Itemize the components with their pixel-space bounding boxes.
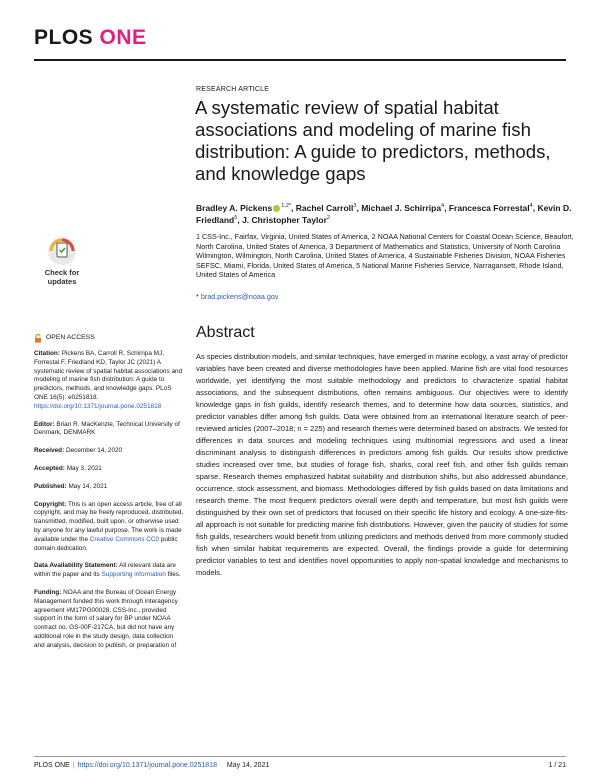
accepted-block (34, 465, 184, 474)
editor-text: Brian R. MacKenzie, Technical University of Denmark, DENMARK (34, 420, 180, 437)
editor-label: Editor: (34, 420, 55, 428)
article-metadata-sidebar (34, 334, 184, 660)
accepted-date: May 3, 2021 (66, 464, 102, 472)
footer-divider (34, 756, 566, 757)
check-for-updates-icon (36, 236, 88, 268)
copyright-text-end: public domain dedication. (34, 535, 178, 552)
orcid-icon[interactable] (273, 205, 280, 212)
page-number: 1 / 21 (548, 762, 566, 769)
author-name[interactable]: Rachel Carroll (295, 203, 354, 213)
abstract-body: As species distribution models, and similar techniques, have emerged in marine ecology, a vast array of predictor variables have been created and diverse methodologies have been applied. Marine fish are vital food resources worldwide, yet identifying the most suitable methodology and predictors to characterize spatial habitat associations, and the subsequent distributions, often remains ambiguous. Our objectives were to identify knowledge gaps in fish guilds, identify research themes, and to determine how data sources, statistics, and predictor variables differ among fish guilds. Data were obtained from an international literature search of peer-reviewed articles (2007–2018; n = 225) and research themes were determined based on abstracts. We tested for differences in data sources and modeling techniques using multinomial regressions and used a linear discriminant analysis to distinguish differences in predictors among fish guilds. Our results show predictive studies increased over time, but studies of forage fish, sharks, coral reef fish, and other fish guilds remain sparse. Research themes emphasized habitat suitability and distribution shifts, but also addressed abundance, occurrence, stock assessment, and biomass. Methodologies differed by fish guilds based on data limitations and research theme. The most frequent predictors overall were depth and temperature, but most fish guilds were distinguished by their own set of predictors that focused on their specific life history and ecology. A one-size-fits-all approach is not suitable for predicting marine fish distributions. However, given the paucity of studies for some fish guilds, researchers would benefit from utilizing predictors and methods derived from more commonly studied fish when similar habitat requirements are expected. Overall, the findings provide a guide for determining predictor variables to test and identifies novel opportunities to apply non-spatial knowledge and mechanisms to models. (196, 352, 568, 578)
header-divider (34, 59, 566, 61)
corresponding-email-link[interactable]: brad.pickens@noaa.gov (200, 292, 279, 301)
author-affiliation-marker: 1,2* (281, 203, 292, 210)
author-affiliation-marker: 2 (326, 215, 330, 222)
open-lock-icon (34, 334, 42, 343)
corresponding-author (196, 292, 278, 301)
author-name[interactable]: Bradley A. Pickens (196, 203, 273, 213)
received-block (34, 447, 184, 456)
data-availability-text-end: files. (167, 571, 181, 579)
article-type: RESEARCH ARTICLE (196, 86, 270, 93)
data-availability-block (34, 562, 184, 580)
citation-label: Citation: (34, 350, 60, 357)
footer-journal: PLOS ONE (34, 762, 70, 769)
copyright-label: Copyright: (34, 500, 67, 508)
author-name[interactable]: Michael J. Schirripa (361, 203, 442, 213)
citation-doi-link[interactable]: https://doi.org/10.1371/journal.pone.0251818 (34, 402, 162, 410)
article-title: A systematic review of spatial habitat associations and modeling of marine fish distribution: A guide to predictors, methods, and knowledge gaps (195, 97, 551, 184)
page-footer (34, 762, 269, 769)
check-for-updates-badge[interactable] (36, 236, 88, 294)
author-name[interactable]: J. Christopher Taylor (242, 215, 327, 225)
author-list: Bradley A. Pickens $^{1,2*}$, Rachel Carroll$^3$, Michael J. Schirripa$^4$, Francesca Forrestal$^4$, Kevin D. Friedland$^5$, J. Christopher Taylor$^2$ (196, 203, 572, 225)
funding-block (34, 589, 184, 651)
creative-commons-link[interactable]: Creative Commons CC0 (89, 535, 160, 543)
received-label: Received: (34, 447, 65, 455)
author-affiliation-marker: 3 (353, 203, 357, 210)
author-affiliation-marker: 4 (441, 203, 445, 210)
footer-date: May 14, 2021 (226, 762, 270, 769)
published-label: Published: (34, 482, 67, 490)
footer-separator: | (72, 762, 75, 769)
citation-text: Pickens BA, Carroll R, Schirripa MJ, Forrestal F, Friedland KD, Taylor JC (2021) A systematic review of spatial habitat associations and modeling of marine fish distribution: A guide to predictors, methods, and knowledge gaps. PLoS ONE 16(5): e0251818. (34, 350, 183, 401)
editor-block (34, 421, 184, 439)
journal-logo[interactable] (34, 26, 147, 50)
data-availability-label: Data Availability Statement: (34, 562, 118, 570)
author-affiliation-marker: 4 (529, 203, 533, 210)
copyright-text: This is an open access article, free of all copyright, and may be freely reproduced, distributed, transmitted, modified, built upon, or otherwise used by anyone for any lawful purpose. The work is made available under the (34, 500, 184, 543)
check-for-updates-label: Check for updates (44, 268, 80, 286)
published-block (34, 483, 184, 492)
abstract-heading: Abstract (196, 324, 255, 341)
funding-label: Funding: (34, 588, 62, 596)
copyright-block (34, 501, 184, 554)
footer-doi-link[interactable]: https://doi.org/10.1371/journal.pone.0251818 (77, 762, 217, 769)
journal-logo-one: ONE (99, 26, 147, 49)
author-name[interactable]: Francesca Forrestal (448, 203, 530, 213)
open-access-badge (34, 334, 184, 343)
journal-logo-plos: PLOS (34, 26, 94, 49)
funding-text: NOAA and the Bureau of Ocean Energy Management funded this work through interagency agreement #M17PG00028. CSS-Inc., provided support in the form of salary for BP under NOAA contract no. GS-00F-217CA, but did not have any additional role in the study design, data collection and analysis, decision to publish, or preparation of (34, 588, 178, 649)
open-access-label: OPEN ACCESS (46, 334, 95, 342)
citation-block (34, 350, 184, 412)
author-name[interactable]: Kevin D. Friedland (196, 203, 572, 225)
published-date: May 14, 2021 (68, 482, 108, 490)
author-affiliation-marker: 5 (234, 215, 238, 222)
accepted-label: Accepted: (34, 464, 65, 472)
corresponding-marker: * (196, 292, 199, 301)
data-availability-text: All relevant data are within the paper and its (34, 562, 176, 579)
supporting-information-link[interactable]: Supporting information (101, 571, 166, 579)
affiliations: 1 CSS-Inc., Fairfax, Virginia, United States of America, 2 NOAA National Centers for Coastal Ocean Science, Beaufort, North Carolina, United States of America, 3 Department of Mathematics and Statistics, University of North Carolina Wilmington, Wilmington, North Carolina, United States of America, 4 Sustainable Fisheries Division, NOAA Fisheries SEFSC, Miami, Florida, United States of America, 5 National Marine Fisheries Service, Narragansett, Rhode Island, United States of America (196, 232, 574, 280)
received-date: December 14, 2020 (65, 447, 123, 455)
